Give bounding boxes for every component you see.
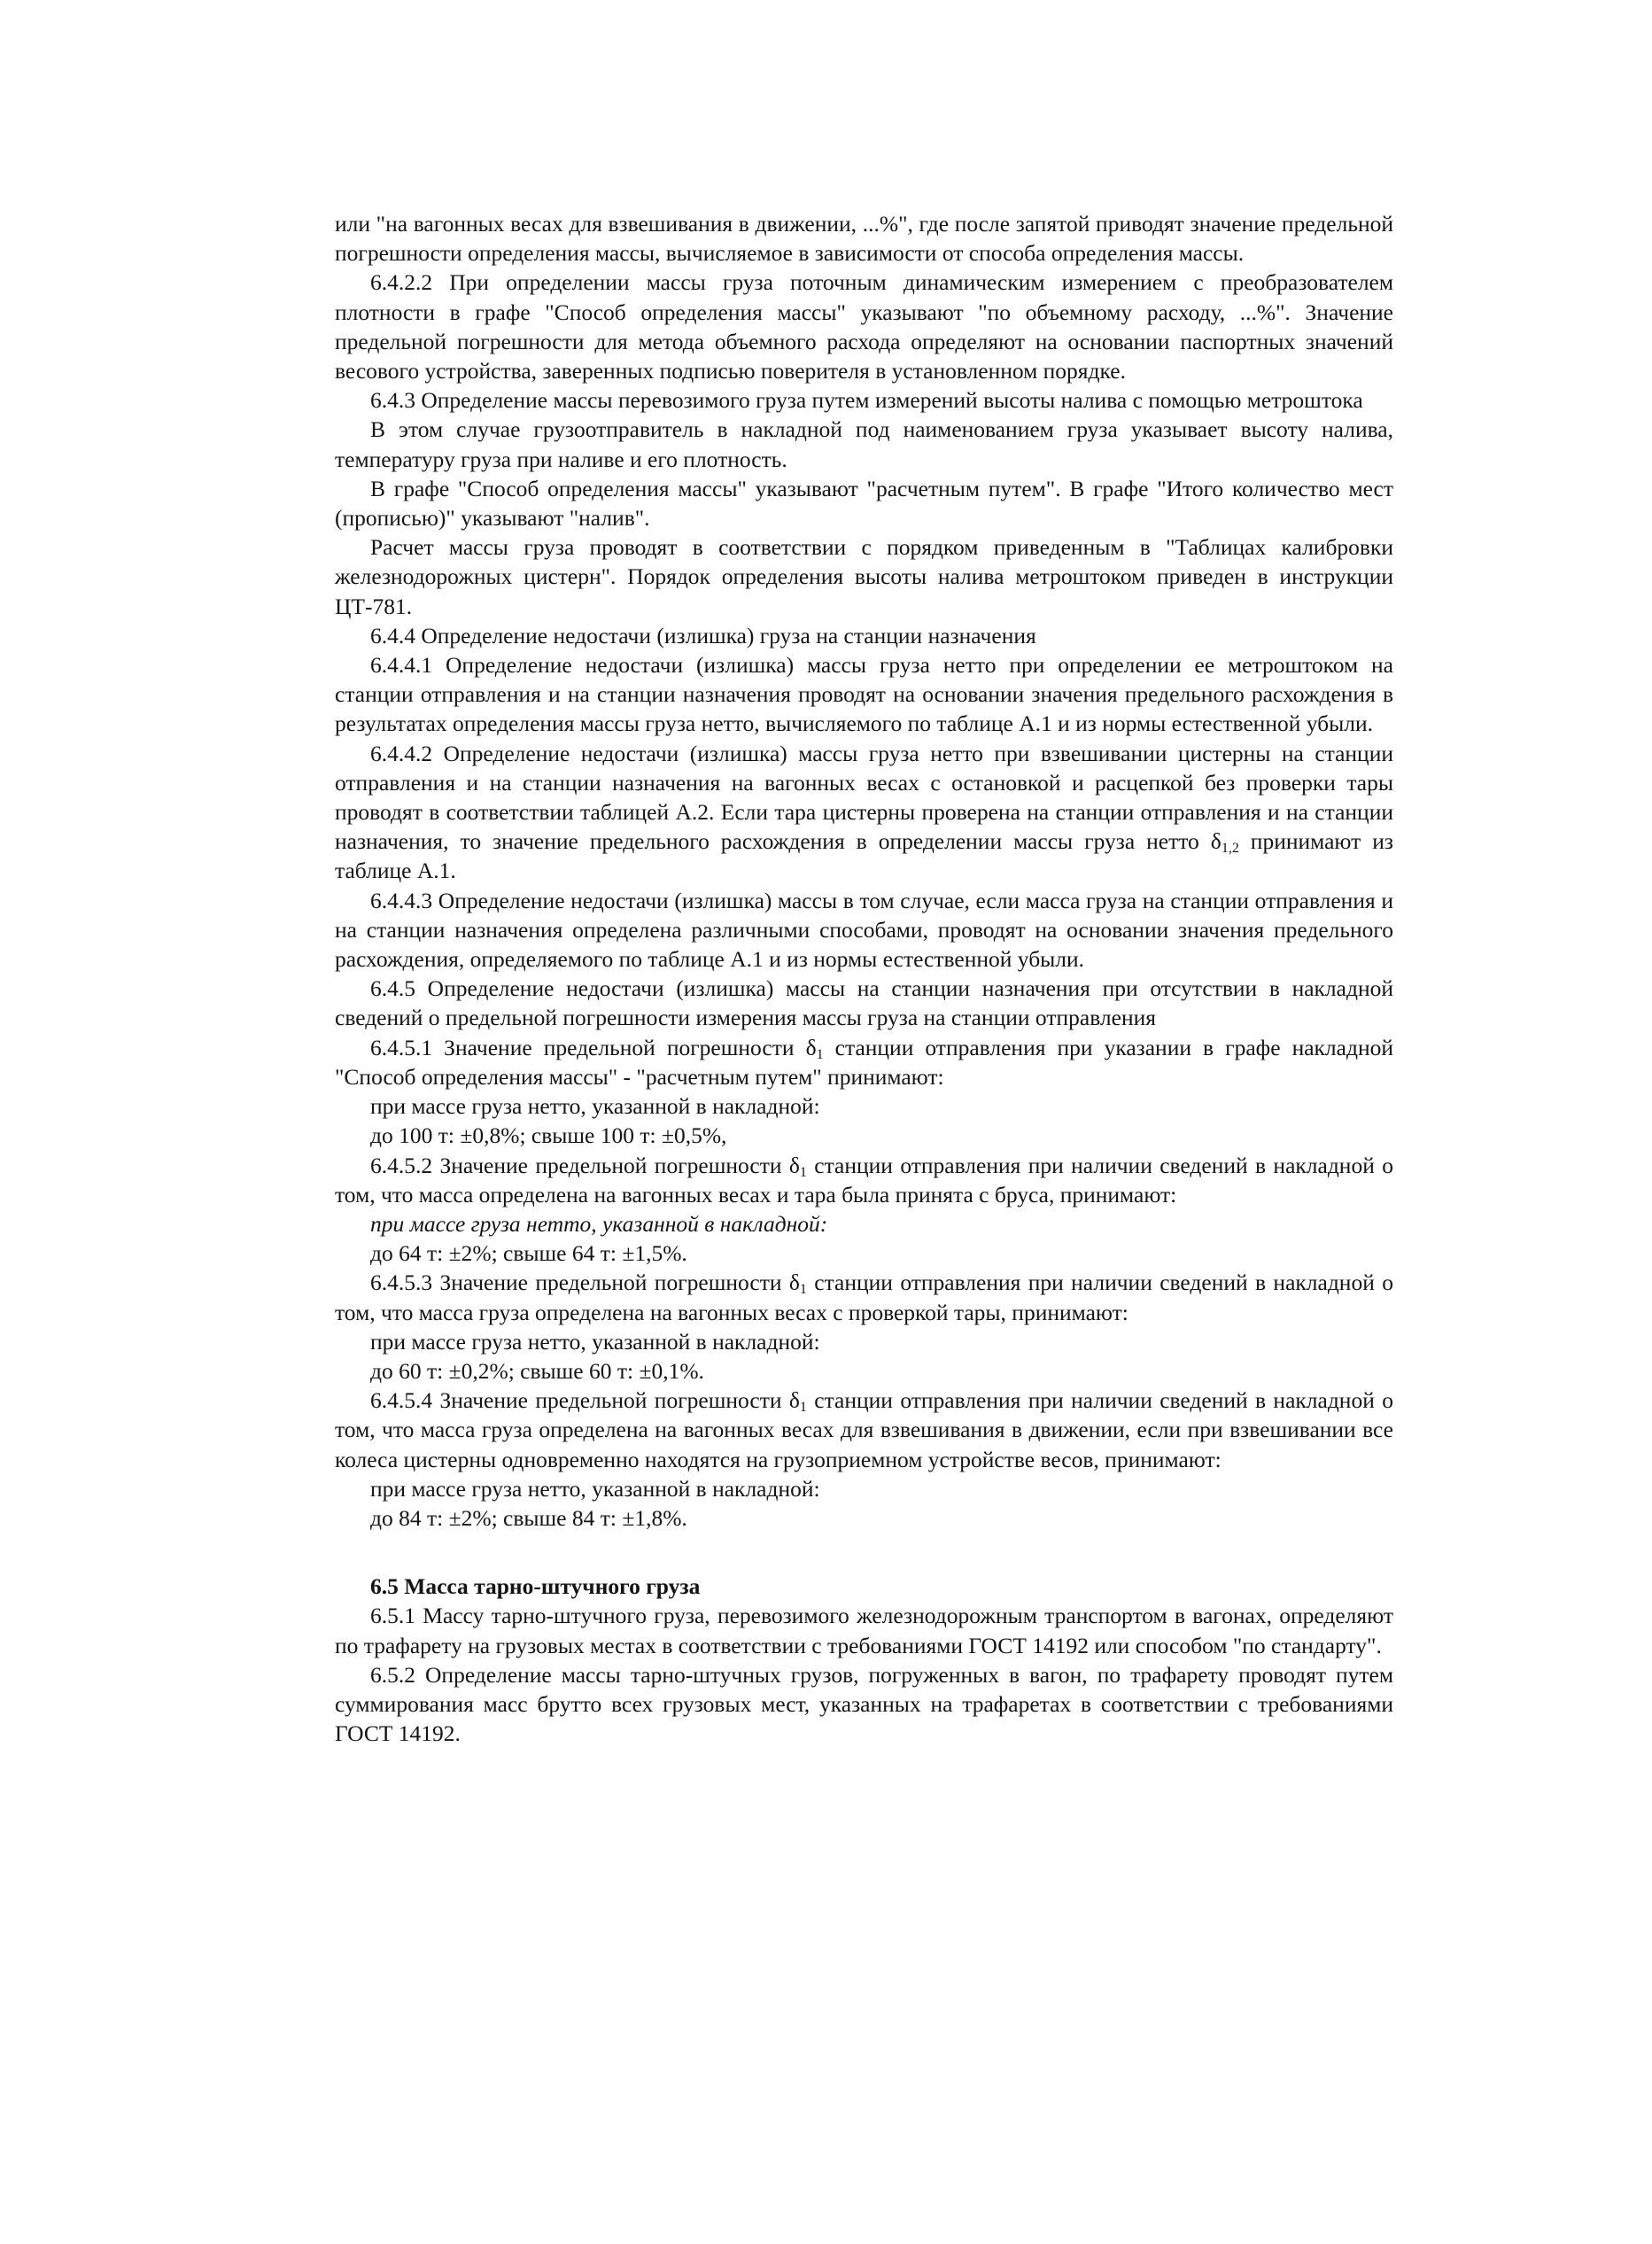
paragraph-6-5-2: 6.5.2 Определение массы тарно-штучных грузов, погруженных в вагон, по трафарету проводят путем суммирования масс брутто всех грузовых мест, указанных на трафаретах в соответствии с требованиями ГОСТ 14192.	[335, 1661, 1393, 1747]
tolerance-line: до 60 т: ±0,2%; свыше 60 т: ±0,1%.	[370, 1357, 704, 1384]
delta-subscript: 1	[799, 1282, 807, 1298]
paragraph-6-4-5-4-tail: станции отправления при наличии сведений в накладной о том, что масса груза определена на вагонных весах для взвешивания в движении, если при взвешивании все колеса цистерны одновременно находятся на грузоприемном устройстве весов, принимают:	[335, 1387, 1393, 1472]
section-gap	[335, 1533, 1393, 1572]
delta-subscript: 1,2	[1221, 841, 1239, 857]
net-mass-line: при массе груза нетто, указанной в накладной:	[370, 1210, 828, 1237]
paragraph-6-4-3: 6.4.3 Определение массы перевозимого груза путем измерений высоты налива с помощью метроштока	[370, 387, 1363, 414]
net-mass-line: при массе груза нетто, указанной в накладной:	[370, 1328, 820, 1355]
paragraph-6-4-5: 6.4.5 Определение недостачи (излишка) массы на станции назначения при отсутствии в накладной сведений о предельной погрешности измерения массы груза на станции отправления	[335, 975, 1393, 1031]
paragraph-6-4-5-2-text: 6.4.5.2 Значение предельной погрешности δ	[370, 1152, 800, 1178]
paragraph-6-4-4-1: 6.4.4.1 Определение недостачи (излишка) массы груза нетто при определении ее метроштоком на станции отправления и на станции назначения проводят на основании значения предельного расхождения в результатах определения массы груза нетто, вычисляемого по таблице А.1 и из нормы естественной убыли.	[335, 652, 1393, 737]
paragraph-6-4-5-3-text: 6.4.5.3 Значение предельной погрешности δ	[370, 1270, 800, 1296]
paragraph-shipper-indicates: В этом случае грузоотправитель в накладной под наименованием груза указывает высоту налива, температуру груза при наливе и его плотность.	[335, 416, 1393, 472]
paragraph-6-4-5-2-tail: станции отправления при наличии сведений в накладной о том, что масса определена на вагонных весах и тара была принята с бруса, принимают:	[335, 1152, 1393, 1207]
paragraph-6-4-2-2: 6.4.2.2 При определении массы груза поточным динамическим измерением с преобразователем плотности в графе "Способ определения массы" указывают "по объемному расходу, ...%". Значение предельной погрешности для метода объемного расхода определяют на основании паспортных значений весового устройства, заверенных подписью поверителя в установленном порядке.	[335, 269, 1393, 384]
paragraph-6-4-5-1-text: 6.4.5.1 Значение предельной погрешности δ	[370, 1034, 817, 1060]
net-mass-line: при массе груза нетто, указанной в накладной:	[370, 1093, 820, 1120]
section-heading-6-5: 6.5 Масса тарно-штучного груза	[370, 1573, 701, 1600]
tolerance-line: до 64 т: ±2%; свыше 64 т: ±1,5%.	[370, 1240, 687, 1267]
tolerance-line: до 84 т: ±2%; свыше 84 т: ±1,8%.	[370, 1504, 687, 1531]
document-page	[335, 209, 1393, 1748]
delta-subscript: 1	[799, 1164, 807, 1180]
paragraph-continuation: или "на вагонных весах для взвешивания в движении, ...%", где после запятой приводят значение предельной погрешности определения массы, вычисляемое в зависимости от способа определения массы.	[335, 211, 1393, 267]
paragraph-6-4-4-2	[335, 739, 1393, 886]
paragraph-6-4-4-3: 6.4.4.3 Определение недостачи (излишка) массы в том случае, если масса груза на станции отправления и на станции назначения определена различными способами, проводят на основании значения предельного расхождения, определяемого по таблице А.1 и из нормы естественной убыли.	[335, 887, 1393, 973]
paragraph-6-4-4-2-tail: принимают из таблице А.1.	[335, 828, 1393, 884]
paragraph-6-4-5-2	[335, 1151, 1393, 1209]
delta-subscript: 1	[816, 1046, 824, 1062]
tolerance-line: до 100 т: ±0,8%; свыше 100 т: ±0,5%,	[370, 1122, 727, 1149]
paragraph-6-4-5-3	[335, 1268, 1393, 1326]
paragraph-6-4-5-4	[335, 1386, 1393, 1474]
delta-subscript: 1	[799, 1400, 807, 1416]
paragraph-6-4-4: 6.4.4 Определение недостачи (излишка) груза на станции назначения	[370, 622, 1036, 648]
paragraph-6-4-5-3-tail: станции отправления при наличии сведений в накладной о том, что масса груза определена на вагонных весах с проверкой тары, принимают:	[335, 1270, 1393, 1325]
paragraph-6-4-5-4-text: 6.4.5.4 Значение предельной погрешности δ	[370, 1387, 800, 1414]
paragraph-6-5-1: 6.5.1 Массу тарно-штучного груза, перевозимого железнодорожным транспортом в вагонах, определяют по трафарету на грузовых местах в соответствии с требованиями ГОСТ 14192 или способом "по стандарту".	[335, 1603, 1393, 1658]
paragraph-method-column: В графе "Способ определения массы" указывают "расчетным путем". В графе "Итого количество мест (прописью)" указывают "налив".	[335, 475, 1393, 532]
paragraph-6-4-5-1-tail: станции отправления при указании в графе накладной "Способ определения массы" - "расчетным путем" принимают:	[335, 1034, 1393, 1090]
paragraph-6-4-5-1	[335, 1033, 1393, 1091]
net-mass-line: при массе груза нетто, указанной в накладной:	[370, 1475, 820, 1502]
paragraph-calculation: Расчет массы груза проводят в соответствии с порядком приведенным в "Таблицах калибровки железнодорожных цистерн". Порядок определения высоты налива метроштоком приведен в инструкции ЦТ-781.	[335, 534, 1393, 619]
paragraph-6-4-4-2-text: 6.4.4.2 Определение недостачи (излишка) массы груза нетто при взвешивании цистерны на станции отправления и на станции назначения на вагонных весах с остановкой и расцепкой без проверки тары проводят в соответствии таблицей А.2. Если тара цистерны проверена на станции отправления и на станции назначения, то значение предельного расхождения в определении массы груза нетто δ	[335, 740, 1393, 855]
